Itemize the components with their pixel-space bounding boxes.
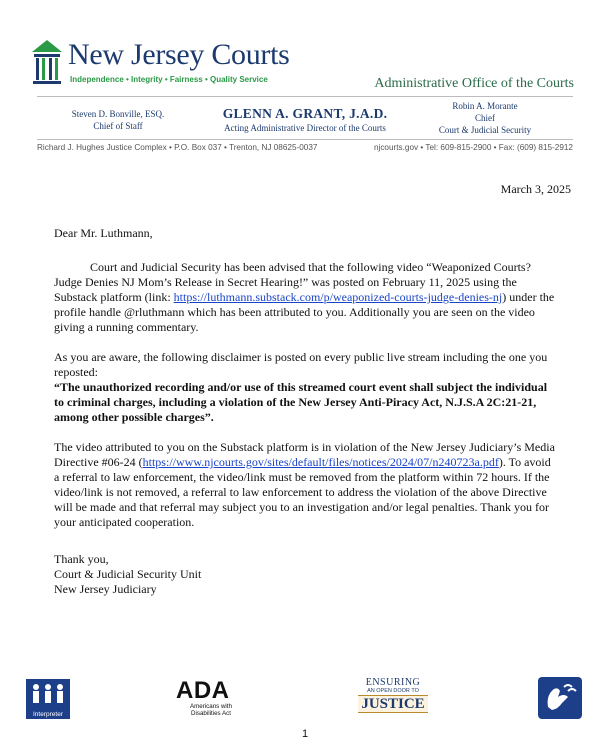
media-directive-link[interactable]: https://www.njcourts.gov/sites/default/files/notices/2024/07/n240723a.pdf — [142, 455, 499, 469]
staff-block-left — [58, 108, 178, 132]
signoff-unit: Court & Judicial Security Unit — [54, 567, 202, 581]
paragraph-1-text-a: Court and Judicial Security has been advised that the following video “Weaponized Courts? Judge Denies NJ Mom’s Release in Secret Hearing!” was posted on February 11, 2025 using the Substack platform (link: — [54, 260, 531, 304]
footer-logos — [0, 673, 610, 723]
sign-language-icon — [538, 677, 582, 719]
interpreter-label: Interpreter — [33, 711, 63, 718]
office-name: Administrative Office of the Courts — [374, 76, 574, 91]
substack-video-link[interactable]: https://luthmann.substack.com/p/weaponized-courts-judge-denies-nj — [173, 290, 503, 304]
staff-right-title: Chief — [475, 113, 495, 123]
paragraph-2 — [54, 350, 559, 425]
interpreter-people-icon — [26, 679, 70, 709]
paragraph-1 — [54, 260, 559, 335]
staff-right-name: Robin A. Morante — [452, 101, 518, 111]
letter-body — [54, 226, 559, 597]
contact-info: njcourts.gov • Tel: 609-815-2900 • Fax: (609) 815-2912 — [373, 143, 573, 152]
staff-left-title: Chief of Staff — [93, 121, 143, 131]
address-divider — [37, 139, 573, 140]
page-number: 1 — [301, 728, 309, 740]
staff-center-name: GLENN A. GRANT, J.A.D. — [222, 106, 388, 121]
paragraph-3-text-a: The video attributed to you on the Substack platform is in violation of the New Jersey Judiciary’s Media Directive #06-24 ( — [54, 440, 555, 469]
mailing-address: Richard J. Hughes Justice Complex • P.O. Box 037 • Trenton, NJ 08625-0037 — [37, 143, 318, 152]
closing-line: Thank you, — [54, 552, 109, 566]
ada-logo — [176, 679, 246, 717]
justice-access: AN OPEN DOOR TO — [367, 688, 419, 694]
staff-left-name: Steven D. Bonville, ESQ. — [71, 109, 165, 119]
paragraph-1-text-b: ) under the profile handle @rluthmann which has been attributed to you. Additionally you are seen on the video giving a running commentary. — [54, 290, 555, 334]
signature-block — [54, 552, 559, 597]
signing-hands-icon — [538, 677, 582, 719]
staff-block-center — [220, 105, 390, 134]
ada-full-name: Americans with Disabilities Act — [190, 703, 232, 717]
staff-center-title: Acting Administrative Director of the Courts — [224, 123, 386, 133]
courthouse-column-icon — [30, 38, 64, 88]
paragraph-2-intro: As you are aware, the following disclaimer is posted on every public live stream including the one you reposted: — [54, 350, 548, 379]
salutation: Dear Mr. Luthmann, — [54, 226, 153, 240]
staff-right-unit: Court & Judicial Security — [438, 125, 532, 135]
header-divider — [37, 96, 573, 97]
staff-block-right — [425, 100, 545, 136]
signoff-org: New Jersey Judiciary — [54, 582, 157, 596]
ensuring-justice-logo — [358, 678, 428, 713]
letter-date: March 3, 2025 — [500, 182, 571, 196]
paragraph-3 — [54, 440, 559, 530]
justice-ensuring: ENSURING — [365, 677, 421, 688]
org-name: New Jersey Courts — [68, 38, 290, 71]
disclaimer-quote: “The unauthorized recording and/or use of this streamed court event shall subject the individual to criminal charges, including a violation of the New Jersey Anti-Piracy Act, N.J.S.A 2C:21-21, among other possible charges”. — [54, 380, 548, 424]
ada-letters: ADA — [176, 677, 230, 704]
org-tagline: Independence • Integrity • Fairness • Quality Service — [70, 75, 268, 84]
interpreter-icon — [26, 679, 70, 719]
justice-word: JUSTICE — [358, 695, 428, 713]
paragraph-3-text-b: ). To avoid a referral to law enforcement, the video/link must be removed from the platform within 72 hours. If the video/link is not removed, a referral to law enforcement to address the violation of the above Directive will be made and that referral may subject you to an investigation and/or legal penalties. Thank you for your anticipated cooperation. — [54, 455, 551, 529]
